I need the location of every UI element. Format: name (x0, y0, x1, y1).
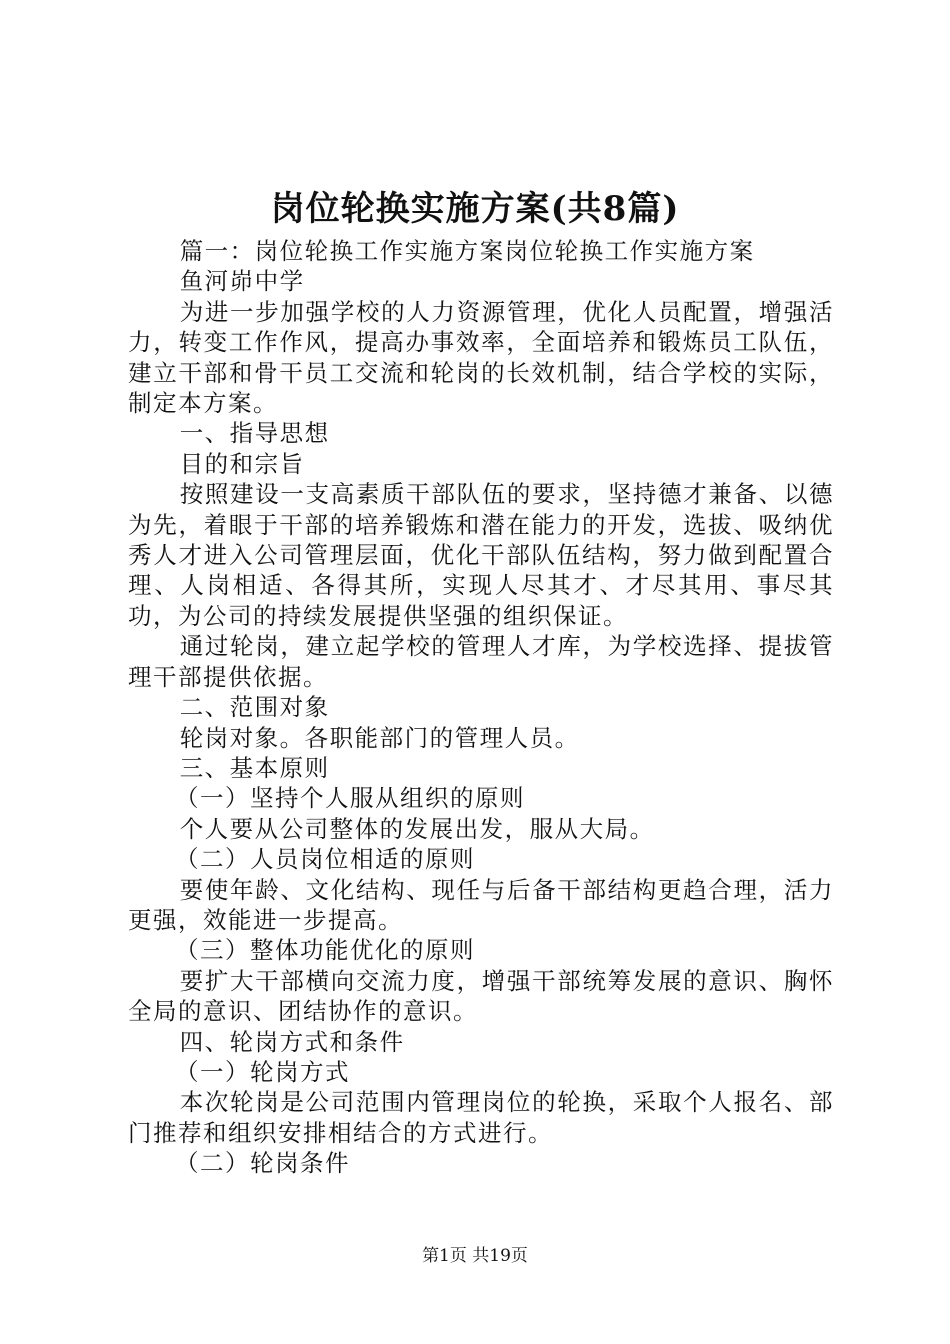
paragraph-talent-pool: 通过轮岗，建立起学校的管理人才库，为学校选择、提拔管理干部提供依据。 (128, 632, 834, 691)
subheading-principle-2: （二）人员岗位相适的原则 (175, 845, 475, 874)
paragraph-purpose: 按照建设一支高素质干部队伍的要求，坚持德才兼备、以德为先，着眼于干部的培养锻炼和潜在能力的开发，选拔、吸纳优秀人才进入公司管理层面，优化干部队伍结构，努力做到配置合理、人岗相适、各得其所，实现人尽其才、才尽其用、事尽其功，为公司的持续发展提供坚强的组织保证。 (128, 480, 834, 630)
subheading-purpose: 目的和宗旨 (179, 449, 305, 478)
document-title: 岗位轮换实施方案(共8篇) (270, 189, 680, 229)
paragraph-principle-2: 要使年龄、文化结构、现任与后备干部结构更趋合理，活力更强，效能进一步提高。 (128, 875, 834, 934)
paragraph-school-name: 鱼河峁中学 (179, 267, 305, 296)
section-heading-principles: 三、基本原则 (179, 753, 330, 782)
paragraph-method: 本次轮岗是公司范围内管理岗位的轮换，采取个人报名、部门推荐和组织安排相结合的方式进行。 (128, 1088, 834, 1147)
document-body (128, 236, 834, 1179)
paragraph-chapter-heading: 篇一：岗位轮换工作实施方案岗位轮换工作实施方案 (179, 237, 755, 265)
section-heading-scope: 二、范围对象 (179, 693, 330, 722)
page-footer: 第1页 共19页 (422, 1246, 528, 1266)
subheading-principle-1: （一）坚持个人服从组织的原则 (175, 784, 525, 813)
section-heading-guiding-ideology: 一、指导思想 (179, 419, 330, 448)
subheading-conditions: （二）轮岗条件 (175, 1149, 350, 1178)
paragraph-intro: 为进一步加强学校的人力资源管理，优化人员配置，增强活力，转变工作作风，提高办事效率，全面培养和锻炼员工队伍，建立干部和骨干员工交流和轮岗的长效机制，结合学校的实际，制定本方案。 (128, 297, 834, 418)
paragraph-principle-1: 个人要从公司整体的发展出发，服从大局。 (179, 814, 655, 843)
section-heading-methods: 四、轮岗方式和条件 (179, 1027, 405, 1056)
subheading-principle-3: （三）整体功能优化的原则 (175, 936, 475, 965)
subheading-method: （一）轮岗方式 (175, 1057, 350, 1086)
paragraph-scope: 轮岗对象。各职能部门的管理人员。 (179, 723, 580, 752)
paragraph-principle-3: 要扩大干部横向交流力度，增强干部统筹发展的意识、胸怀全局的意识、团结协作的意识。 (128, 966, 834, 1026)
